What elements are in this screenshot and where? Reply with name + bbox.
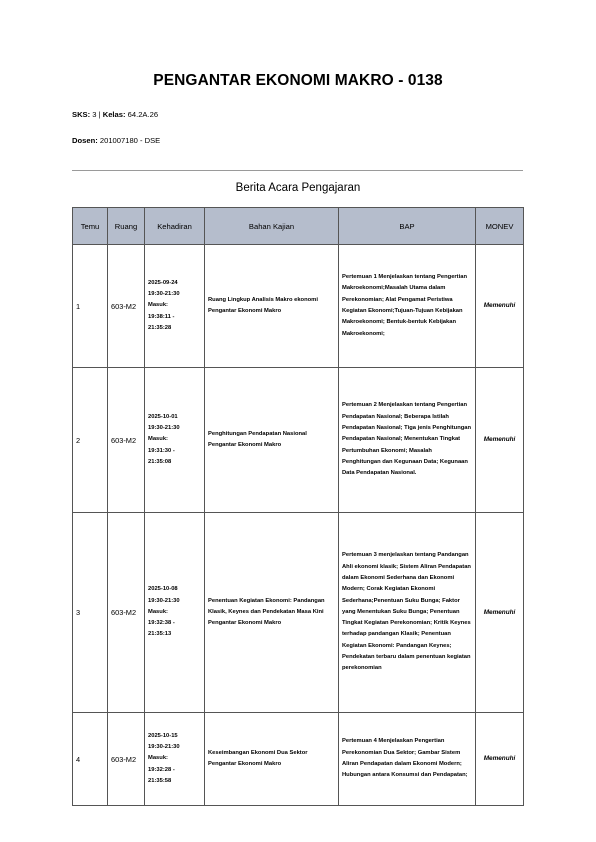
- cell-monev: Memenuhi: [476, 368, 524, 513]
- cell-bap: Pertemuan 3 menjelaskan tentang Pandangan Ahli ekonomi klasik; Sistem Aliran Pendapatan dalam Ekonomi Sederhana dan Ekonomi Modern; Corak Kegiatan Ekonomi Sederhana;Penentuan Suku Bunga; Faktor yang Menentukan Suku Bunga; Penentuan Tingkat Kegiatan Perekonomian; Kritik Keynes terhadap pandangan Klasik; Penentuan Kegiatan Ekonomi: Pandangan Keynes; Pendekatan terbaru dalam penentuan kegiatan perekonomian: [339, 513, 476, 713]
- cell-bahan-kajian: Keseimbangan Ekonomi Dua Sektor Pengantar Ekonomi Makro: [205, 713, 339, 806]
- cell-kehadiran: 2025-09-24 19:30-21:30 Masuk: 19:38:11 - 21:35:28: [145, 245, 205, 368]
- section-title: Berita Acara Pengajaran: [235, 182, 361, 194]
- cell-temu: 4: [73, 713, 108, 806]
- sks-label: SKS:: [72, 110, 91, 119]
- table-row: [73, 713, 524, 806]
- cell-temu: 3: [73, 513, 108, 713]
- teaching-report-table: [72, 207, 524, 806]
- cell-ruang: 603-M2: [108, 713, 145, 806]
- header-temu: Temu: [73, 208, 108, 245]
- dosen-label: Dosen:: [72, 136, 98, 145]
- header-ruang: Ruang: [108, 208, 145, 245]
- table-row: [73, 368, 524, 513]
- cell-bap: Pertemuan 1 Menjelaskan tentang Pengertian Makroekonomi;Masalah Utama dalam Perekonomian; Alat Pengamat Peristiwa Kegiatan Ekonomi;Tujuan-Tujuan Kebijakan Makroekonomi; Bentuk-bentuk Kebijakan Makroekonomi;: [339, 245, 476, 368]
- divider: [72, 170, 523, 171]
- kelas-label: Kelas:: [102, 110, 126, 119]
- cell-temu: 1: [73, 245, 108, 368]
- cell-ruang: 603-M2: [108, 245, 145, 368]
- table-header-row: [73, 208, 524, 245]
- cell-monev: Memenuhi: [476, 245, 524, 368]
- course-meta: SKS: 3 | Kelas: 64.2A.26: [72, 110, 159, 119]
- lecturer-meta: [72, 136, 160, 145]
- dosen-value: 201007180 - DSE: [99, 136, 161, 145]
- cell-bap: Pertemuan 4 Menjelaskan Pengertian Perekonomian Dua Sektor; Gambar Sistem Aliran Pendapatan dalam Ekonomi Modern; Hubungan antara Konsumsi dan Pendapatan;: [339, 713, 476, 806]
- cell-monev: Memenuhi: [476, 513, 524, 713]
- table-row: [73, 245, 524, 368]
- header-bahan-kajian: Bahan Kajian: [205, 208, 339, 245]
- sks-value: 3: [92, 110, 97, 119]
- cell-bap: Pertemuan 2 Menjelaskan tentang Pengertian Pendapatan Nasional; Beberapa Istilah Pendapatan Nasional; Tiga jenis Penghitungan Pendapatan Nasional; Menentukan Tingkat Pertumbuhan Ekonomi; Masalah Penghitungan dan Kegunaan Data; Kegunaan Data Pendapatan Nasional.: [339, 368, 476, 513]
- document-title: PENGANTAR EKONOMI MAKRO - 0138: [153, 72, 443, 89]
- cell-bahan-kajian: Ruang Lingkup Analisis Makro ekonomi Pengantar Ekonomi Makro: [205, 245, 339, 368]
- cell-ruang: 603-M2: [108, 368, 145, 513]
- kelas-value: 64.2A.26: [127, 110, 159, 119]
- cell-kehadiran: 2025-10-15 19:30-21:30 Masuk: 19:32:28 - 21:35:58: [145, 713, 205, 806]
- cell-monev: Memenuhi: [476, 713, 524, 806]
- cell-bahan-kajian: Penghitungan Pendapatan Nasional Pengantar Ekonomi Makro: [205, 368, 339, 513]
- cell-kehadiran: 2025-10-08 19:30-21:30 Masuk: 19:32:38 - 21:35:13: [145, 513, 205, 713]
- header-kehadiran: Kehadiran: [145, 208, 205, 245]
- cell-temu: 2: [73, 368, 108, 513]
- header-monev: MONEV: [476, 208, 524, 245]
- table-row: [73, 513, 524, 713]
- cell-kehadiran: 2025-10-01 19:30-21:30 Masuk: 19:31:30 - 21:35:08: [145, 368, 205, 513]
- cell-bahan-kajian: Penentuan Kegiatan Ekonomi: Pandangan Klasik, Keynes dan Pendekatan Masa Kini Pengantar Ekonomi Makro: [205, 513, 339, 713]
- cell-ruang: 603-M2: [108, 513, 145, 713]
- header-bap: BAP: [339, 208, 476, 245]
